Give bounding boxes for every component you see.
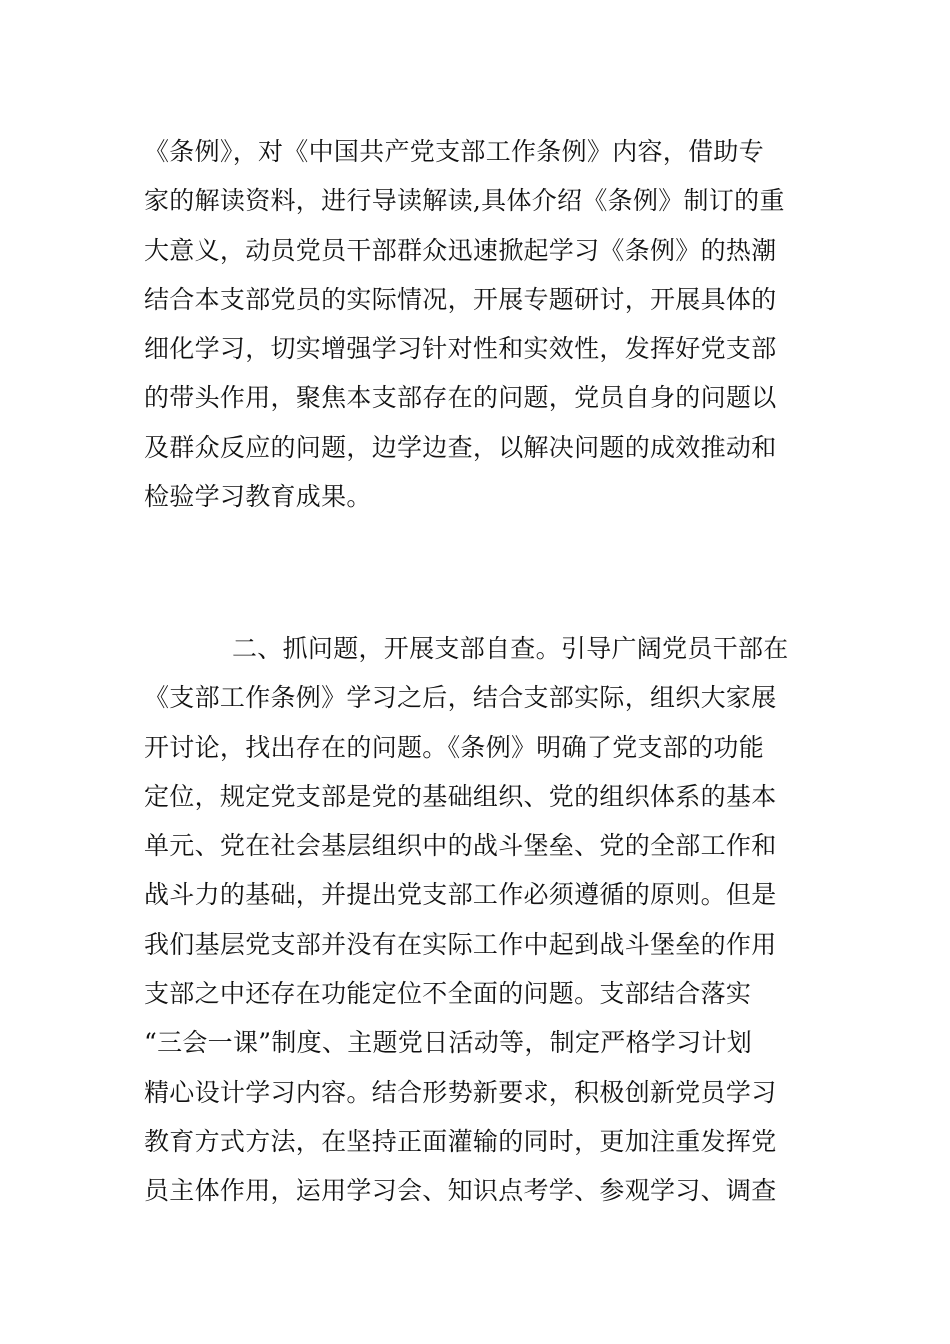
paragraph-1 xyxy=(144,127,814,521)
text-line: 开讨论，找出存在的问题。《条例》明确了党支部的功能 xyxy=(144,732,765,762)
text-line: 精心设计学习内容。结合形势新要求，积极创新党员学习 xyxy=(144,1077,777,1107)
text-line: 单元、党在社会基层组织中的战斗堡垒、党的全部工作和 xyxy=(144,831,777,861)
text-line: 大意义，动员党员干部群众迅速掀起学习《条例》的热潮 xyxy=(144,235,777,265)
text-line: 检验学习教育成果。 xyxy=(144,482,372,512)
text-line: 《支部工作条例》学习之后，结合支部实际，组织大家展 xyxy=(144,683,777,713)
text-line: 员主体作用，运用学习会、知识点考学、参观学习、调查 xyxy=(144,1176,777,1206)
text-line: 教育方式方法，在坚持正面灌输的同时，更加注重发挥党 xyxy=(144,1126,777,1156)
text-line: 家的解读资料，进行导读解读,具体介绍《条例》制订的重 xyxy=(144,186,785,216)
text-line: 定位，规定党支部是党的基础组织、党的组织体系的基本 xyxy=(144,781,777,811)
paragraph-2 xyxy=(144,624,814,1216)
text-line: 及群众反应的问题，边学边查，以解决问题的成效推动和 xyxy=(144,432,777,462)
text-line: 的带头作用，聚焦本支部存在的问题，党员自身的问题以 xyxy=(144,383,777,413)
text-line: 支部之中还存在功能定位不全面的问题。支部结合落实 xyxy=(144,979,752,1009)
text-line: 《条例》，对《中国共产党支部工作条例》内容，借助专 xyxy=(144,137,765,166)
text-line: “三会一课”制度、主题党日活动等，制定严格学习计划 xyxy=(144,1028,753,1058)
text-line: 我们基层党支部并没有在实际工作中起到战斗堡垒的作用 xyxy=(144,929,777,959)
section-heading-line: 二、抓问题，开展支部自查。引导广阔党员干部在 xyxy=(232,634,789,663)
text-line: 战斗力的基础，并提出党支部工作必须遵循的原则。但是 xyxy=(144,880,777,910)
text-line: 细化学习，切实增强学习针对性和实效性，发挥好党支部 xyxy=(144,334,777,364)
text-line: 结合本支部党员的实际情况，开展专题研讨，开展具体的 xyxy=(144,284,777,314)
